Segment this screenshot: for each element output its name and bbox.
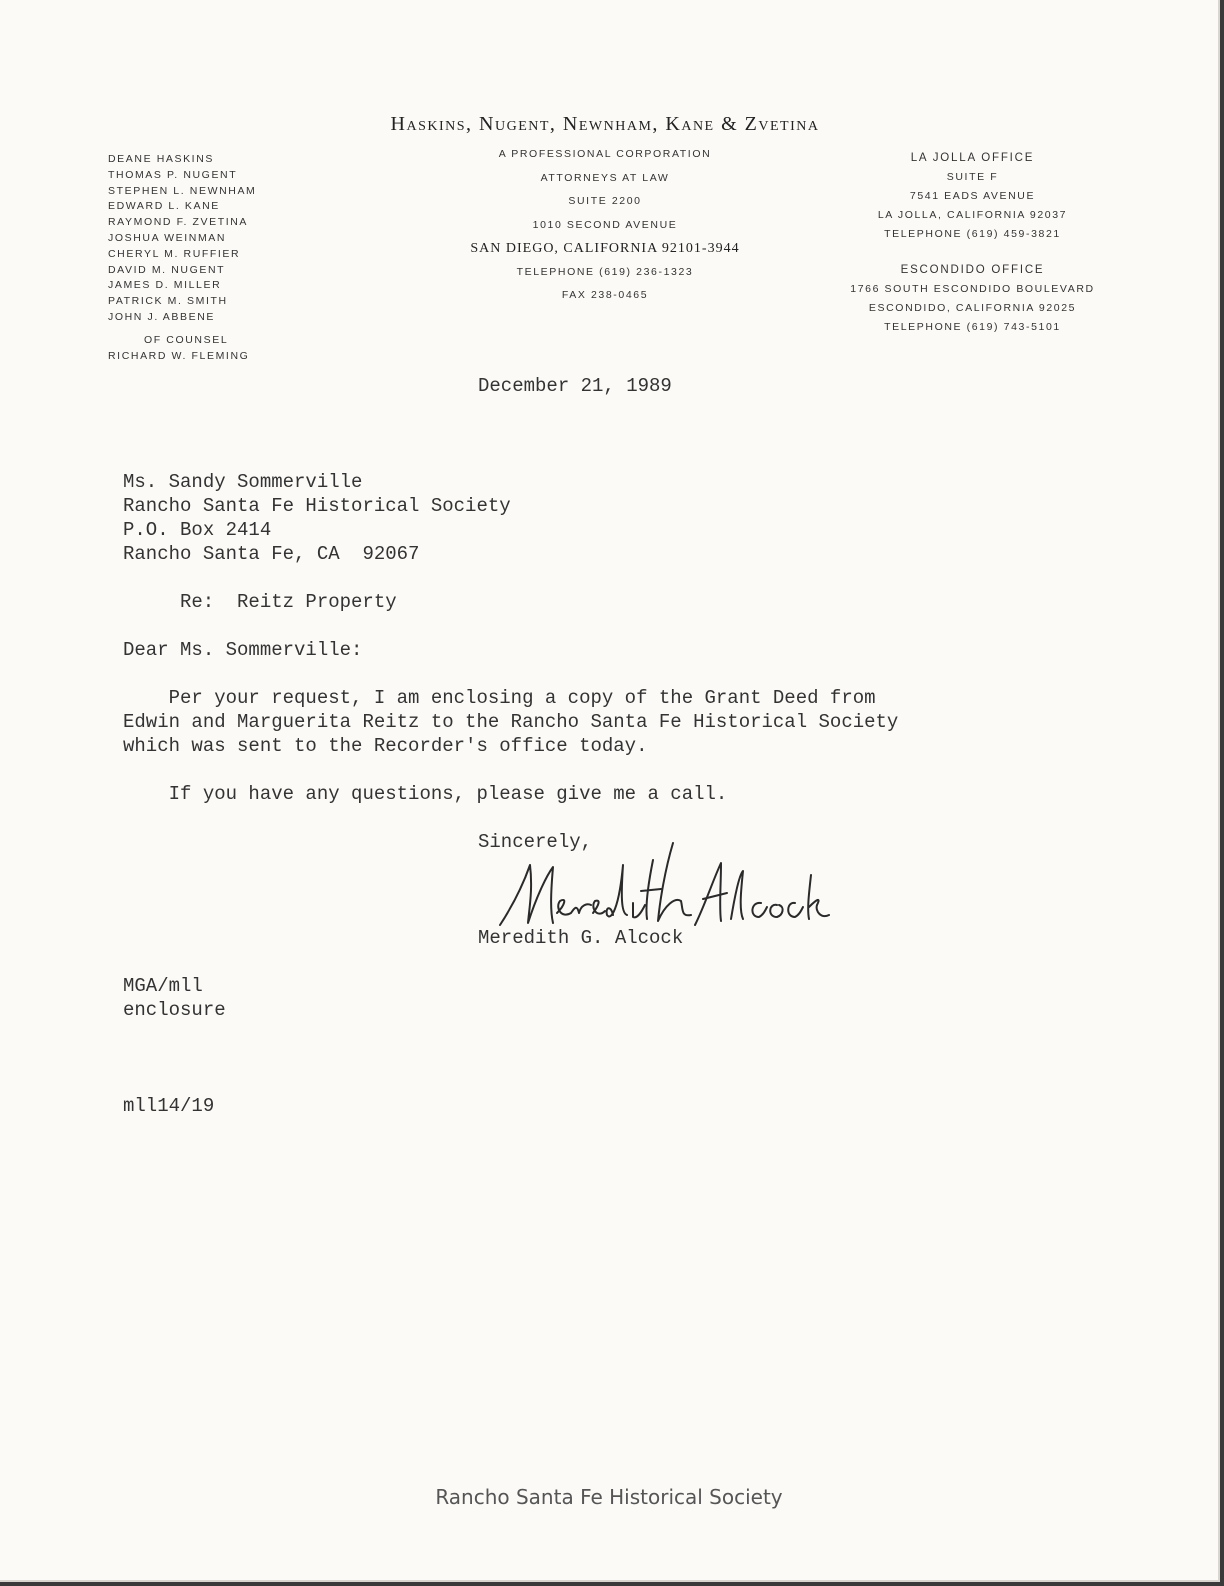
- partner-name: CHERYL M. RUFFIER: [108, 247, 241, 260]
- file-reference: mll14/19: [123, 1095, 215, 1117]
- recipient-line: Rancho Santa Fe, CA 92067: [123, 543, 420, 565]
- partner-name: DAVID M. NUGENT: [108, 263, 226, 276]
- partner-name: JOHN J. ABBENE: [108, 310, 216, 323]
- salutation: Dear Ms. Sommerville:: [123, 639, 363, 661]
- street-line: 1010 SECOND AVENUE: [532, 218, 678, 231]
- firm-name: Haskins, Nugent, Newnham, Kane & Zvetina: [390, 113, 820, 135]
- la-jolla-heading: LA JOLLA OFFICE: [910, 152, 1035, 164]
- escondido-street: 1766 SOUTH ESCONDIDO BOULEVARD: [850, 283, 1095, 295]
- la-jolla-city: LA JOLLA, CALIFORNIA 92037: [877, 209, 1068, 221]
- recipient-line: Rancho Santa Fe Historical Society: [123, 495, 511, 517]
- corporation-label: A PROFESSIONAL CORPORATION: [498, 148, 712, 160]
- enclosure-note: enclosure: [123, 999, 226, 1021]
- body-line: which was sent to the Recorder's office today.: [123, 735, 648, 757]
- fax-line: FAX 238-0465: [561, 289, 649, 301]
- handwritten-signature: [495, 835, 835, 935]
- of-counsel-name: RICHARD W. FLEMING: [108, 349, 250, 362]
- footer-credit: Rancho Santa Fe Historical Society: [435, 1485, 783, 1509]
- recipient-line: P.O. Box 2414: [123, 519, 272, 541]
- escondido-telephone: TELEPHONE (619) 743-5101: [884, 321, 1061, 333]
- partner-name: JAMES D. MILLER: [108, 279, 222, 292]
- la-jolla-telephone: TELEPHONE (619) 459-3821: [884, 228, 1061, 240]
- partner-name: RAYMOND F. ZVETINA: [108, 216, 249, 229]
- partner-name: JOSHUA WEINMAN: [108, 231, 227, 244]
- telephone-line: TELEPHONE (619) 236-1323: [516, 265, 694, 278]
- partner-name: PATRICK M. SMITH: [108, 295, 228, 308]
- partner-name: DEANE HASKINS: [108, 153, 214, 165]
- partner-name: THOMAS P. NUGENT: [108, 168, 238, 181]
- escondido-heading: ESCONDIDO OFFICE: [900, 264, 1045, 276]
- city-line: SAN DIEGO, CALIFORNIA 92101-3944: [470, 241, 740, 256]
- partner-name: EDWARD L. KANE: [108, 200, 220, 213]
- attorneys-label: ATTORNEYS AT LAW: [540, 171, 670, 184]
- letter-date: December 21, 1989: [478, 375, 672, 397]
- recipient-line: Ms. Sandy Sommerville: [123, 471, 363, 493]
- escondido-city: ESCONDIDO, CALIFORNIA 92025: [868, 302, 1077, 314]
- la-jolla-suite: SUITE F: [946, 171, 999, 183]
- la-jolla-street: 7541 EADS AVENUE: [909, 190, 1036, 202]
- partner-name: STEPHEN L. NEWNHAM: [108, 184, 257, 197]
- of-counsel-label: OF COUNSEL: [144, 333, 229, 346]
- body-line: Per your request, I am enclosing a copy of the Grant Deed from: [123, 687, 876, 709]
- suite-line: SUITE 2200: [568, 195, 642, 207]
- body-line: Edwin and Marguerita Reitz to the Rancho Santa Fe Historical Society: [123, 711, 899, 733]
- closing: Sincerely,: [478, 831, 593, 853]
- re-line: Re: Reitz Property: [180, 591, 397, 613]
- initials: MGA/mll: [123, 975, 203, 997]
- body-line: If you have any questions, please give me a call.: [123, 783, 728, 805]
- signer-name: Meredith G. Alcock: [478, 927, 684, 949]
